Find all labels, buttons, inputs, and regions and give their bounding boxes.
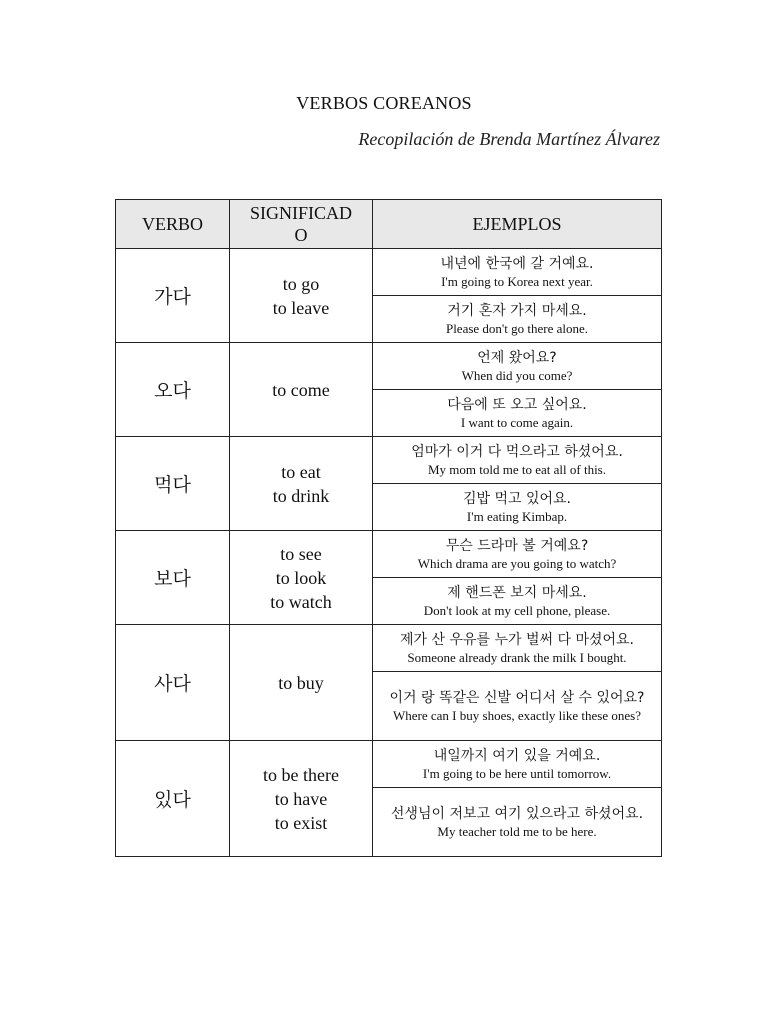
example-english: Where can I buy shoes, exactly like these ones? [393,707,641,723]
table-header [116,200,662,249]
example-cell [373,249,662,296]
header-verb: VERBO [116,200,230,249]
example-korean: 다음에 또 오고 싶어요. [447,396,587,413]
verbs-table [115,199,662,857]
example-english: My mom told me to eat all of this. [427,461,606,477]
document-title: VERBOS COREANOS [296,93,472,113]
example-cell [373,672,662,741]
meaning-line: to leave [272,297,330,318]
meaning-line: to see [280,543,322,564]
example-cell [373,484,662,531]
table-row [116,437,662,484]
table-row [116,249,662,296]
example-english: Don't look at my cell phone, please. [423,602,611,618]
verb-cell: 먹다 [116,437,230,531]
example-korean: 이거 랑 똑같은 신발 어디서 살 수 있어요? [389,689,645,706]
example-korean: 내년에 한국에 갈 거예요. [440,255,594,272]
verb-cell: 있다 [116,741,230,857]
example-english: I'm eating Kimbap. [466,508,568,524]
meaning-line: to buy [278,672,324,693]
example-english: I want to come again. [460,414,574,430]
example-english: When did you come? [461,367,573,383]
example-korean: 언제 왔어요? [477,349,557,366]
example-cell [373,741,662,788]
meaning-line: to drink [272,485,330,506]
document-subtitle: Recopilación de Brenda Martínez Álvarez [358,129,660,149]
meaning-line: to be there [263,764,339,785]
meaning-line: to go [282,273,320,294]
example-cell [373,343,662,390]
meaning-cell [230,625,373,741]
table-row [116,343,662,390]
meaning-cell [230,741,373,857]
header-examples: EJEMPLOS [373,200,662,249]
meaning-line: to look [275,567,327,588]
example-english: I'm going to be here until tomorrow. [422,765,612,781]
example-korean: 김밥 먹고 있어요. [462,490,572,507]
table-row [116,531,662,578]
meaning-line: to watch [270,591,332,612]
example-korean: 제 핸드폰 보지 마세요. [447,584,587,601]
example-korean: 거기 혼자 가지 마세요. [447,302,587,319]
table-row [116,625,662,672]
meaning-cell [230,531,373,625]
meaning-line: to eat [281,461,321,482]
example-english: Someone already drank the milk I bought. [407,649,627,665]
table-row [116,741,662,788]
example-english: Which drama are you going to watch? [417,555,617,571]
verb-cell: 보다 [116,531,230,625]
verb-cell: 사다 [116,625,230,741]
example-korean: 제가 산 우유를 누가 벌써 다 마셨어요. [399,631,634,648]
example-korean: 내일까지 여기 있을 거예요. [433,747,601,764]
example-cell [373,531,662,578]
example-cell [373,578,662,625]
example-cell [373,788,662,857]
meaning-line: to have [274,788,328,809]
verb-cell: 오다 [116,343,230,437]
meaning-cell [230,343,373,437]
example-cell [373,437,662,484]
meaning-cell [230,437,373,531]
example-english: Please don't go there alone. [445,320,589,336]
example-english: I'm going to Korea next year. [441,273,593,289]
header-row [116,200,662,249]
example-cell [373,296,662,343]
meaning-cell [230,249,373,343]
verb-cell: 가다 [116,249,230,343]
example-korean: 선생님이 저보고 여기 있으라고 하셨어요. [390,805,644,822]
example-cell [373,625,662,672]
meaning-line: to exist [274,812,328,833]
header-meaning: SIGNIFICAD O [230,200,373,249]
example-cell [373,390,662,437]
meaning-line: to come [272,379,330,400]
table-body [116,249,662,857]
example-english: My teacher told me to be here. [437,823,597,839]
example-korean: 엄마가 이거 다 먹으라고 하셨어요. [411,443,623,460]
example-korean: 무슨 드라마 볼 거예요? [445,537,589,554]
